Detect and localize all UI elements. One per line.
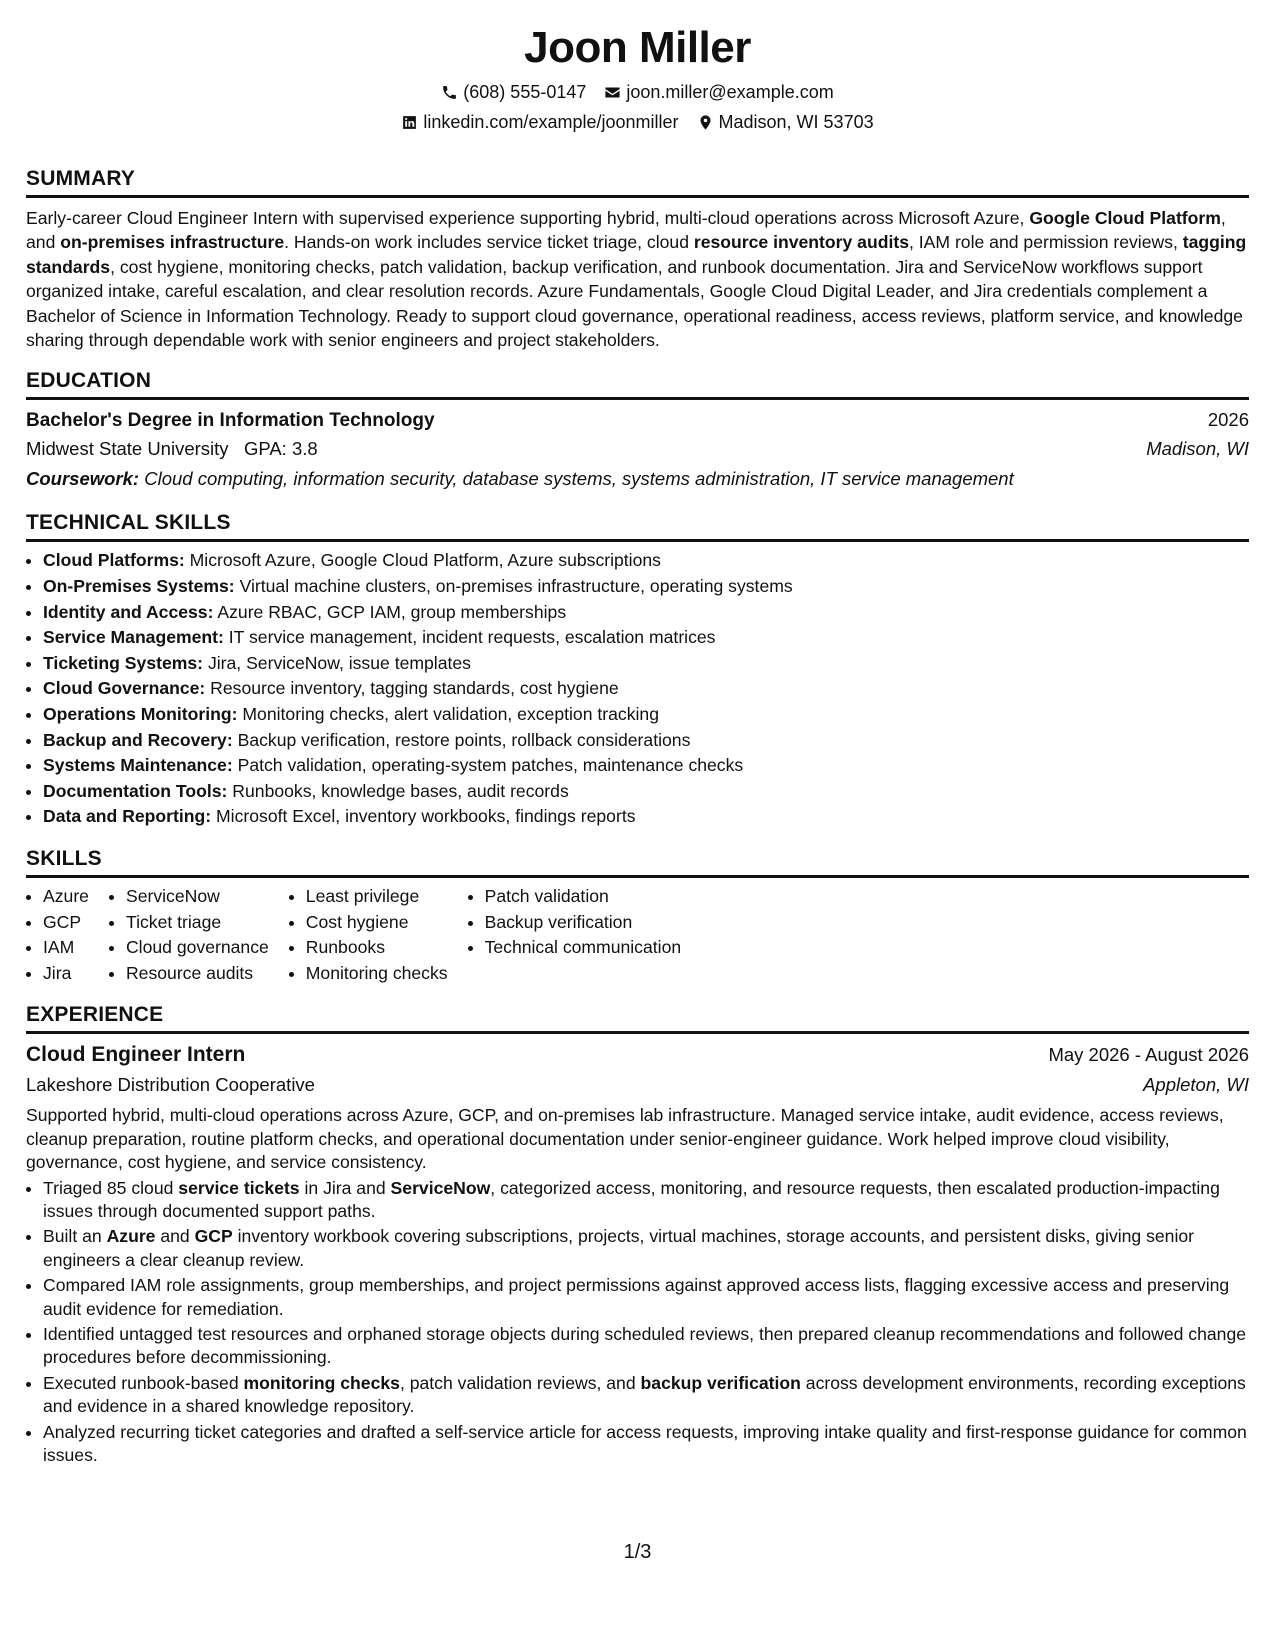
company-name: Lakeshore Distribution Cooperative [26, 1074, 315, 1096]
page-number: 1/3 [623, 1541, 652, 1563]
list-item: • Cloud Platforms: Microsoft Azure, Google Cloud Platform, Azure subscriptions [43, 548, 1249, 574]
skills-section [26, 846, 1249, 986]
list-item: • IAM [43, 935, 89, 961]
location-contact [697, 110, 874, 134]
list-item: • Azure [43, 884, 89, 910]
list-item: • Patch validation [485, 884, 682, 910]
envelope-icon [604, 84, 621, 101]
experience-bullets [26, 1177, 1249, 1468]
resume-page [26, 22, 1249, 1469]
list-item: • Backup verification [485, 910, 682, 936]
skills-columns [26, 884, 1249, 986]
location-text: Madison, WI 53703 [718, 112, 874, 132]
list-item: • Cost hygiene [306, 910, 448, 936]
list-item: • Least privilege [306, 884, 448, 910]
coursework: Coursework: Cloud computing, information security, database systems, systems administration, IT service management [26, 468, 1014, 490]
list-item: • Built an Azure and GCP inventory workbook covering subscriptions, projects, virtual machines, storage accounts, and persistent disks, giving senior engineers a clear cleanup review. [43, 1225, 1249, 1272]
experience-heading: EXPERIENCE [26, 1002, 1249, 1034]
degree-title: Bachelor's Degree in Information Technology [26, 410, 435, 432]
list-item: • Compared IAM role assignments, group memberships, and project permissions against approved access lists, flagging excessive access and preserving audit evidence for remediation. [43, 1274, 1249, 1321]
skills-column-2 [109, 884, 289, 986]
school-location: Madison, WI [1146, 438, 1249, 460]
phone-icon [441, 84, 458, 101]
list-item: • Triaged 85 cloud service tickets in Jira and ServiceNow, categorized access, monitoring, and resource requests, then escalated production-impacting issues through documented support paths. [43, 1177, 1249, 1224]
graduation-year: 2026 [1207, 409, 1249, 431]
job-location: Appleton, WI [1143, 1074, 1249, 1096]
list-item: • Cloud governance [126, 935, 269, 961]
skills-column-3 [289, 884, 468, 986]
list-item: • On-Premises Systems: Virtual machine clusters, on-premises infrastructure, operating systems [43, 574, 1249, 600]
linkedin-contact[interactable] [401, 110, 678, 134]
list-item: • Cloud Governance: Resource inventory, tagging standards, cost hygiene [43, 676, 1249, 702]
job-summary: Supported hybrid, multi-cloud operations across Azure, GCP, and on-premises lab infrastructure. Managed service intake, audit evidence, access reviews, cleanup preparation, routine platform checks, and operational documentation under senior-engineer guidance. Work helped improve cloud visibility, governance, cost hygiene, and service consistency. [26, 1105, 1224, 1173]
skills-column-1 [26, 884, 109, 986]
map-pin-icon [697, 114, 714, 131]
list-item: • Technical communication [485, 935, 682, 961]
candidate-name: Joon Miller [524, 23, 751, 72]
school-info: Midwest State University GPA: 3.8 [26, 438, 318, 460]
technical-skills-section [26, 510, 1249, 830]
list-item: • Identity and Access: Azure RBAC, GCP IAM, group memberships [43, 600, 1249, 626]
email-text[interactable]: joon.miller@example.com [626, 82, 834, 102]
linkedin-icon [401, 114, 418, 131]
list-item: • Documentation Tools: Runbooks, knowledge bases, audit records [43, 779, 1249, 805]
list-item: • Service Management: IT service management, incident requests, escalation matrices [43, 625, 1249, 651]
list-item: • Backup and Recovery: Backup verification, restore points, rollback considerations [43, 728, 1249, 754]
list-item: • Monitoring checks [306, 961, 448, 987]
list-item: • Operations Monitoring: Monitoring checks, alert validation, exception tracking [43, 702, 1249, 728]
technical-skills-heading: TECHNICAL SKILLS [26, 510, 1249, 542]
technical-skills-list [26, 548, 1249, 830]
list-item: • ServiceNow [126, 884, 269, 910]
list-item: • Identified untagged test resources and orphaned storage objects during scheduled reviews, then prepared cleanup recommendations and followed change procedures before decommissioning. [43, 1323, 1249, 1370]
contact-row-1 [26, 80, 1249, 104]
phone-contact [441, 80, 586, 104]
list-item: • Runbooks [306, 935, 448, 961]
linkedin-text[interactable]: linkedin.com/example/joonmiller [423, 112, 679, 132]
list-item: • Resource audits [126, 961, 269, 987]
summary-heading: SUMMARY [26, 166, 1249, 198]
job-title: Cloud Engineer Intern [26, 1043, 246, 1067]
summary-text: Early-career Cloud Engineer Intern with supervised experience supporting hybrid, multi-cloud operations across Microsoft Azure, Google Cloud Platform, and on-premises infrastructure. Hands-on work includes service ticket triage, cloud resource inventory audits, IAM role and permission reviews, tagging standards, cost hygiene, monitoring checks, patch validation, backup verification, and runbook documentation. Jira and ServiceNow workflows support organized intake, careful escalation, and clear resolution records. Azure Fundamentals, Google Cloud Digital Leader, and Jira credentials complement a Bachelor of Science in Information Technology. Ready to support cloud governance, operational readiness, access reviews, platform service, and knowledge sharing through dependable work with senior engineers and project stakeholders. [26, 208, 1247, 351]
education-section [26, 368, 1249, 494]
experience-section [26, 1002, 1249, 1467]
list-item: • Ticketing Systems: Jira, ServiceNow, issue templates [43, 651, 1249, 677]
education-heading: EDUCATION [26, 368, 1249, 400]
list-item: • Executed runbook-based monitoring checks, patch validation reviews, and backup verification across development environments, recording exceptions and evidence in a shared knowledge repository. [43, 1372, 1249, 1419]
list-item: • GCP [43, 910, 89, 936]
skills-column-4 [468, 884, 702, 986]
list-item: • Jira [43, 961, 89, 987]
list-item: • Analyzed recurring ticket categories and drafted a self-service article for access requests, improving intake quality and first-response guidance for common issues. [43, 1421, 1249, 1468]
contact-row-2 [26, 110, 1249, 134]
list-item: • Ticket triage [126, 910, 269, 936]
phone-text: (608) 555-0147 [463, 82, 587, 102]
list-item: • Systems Maintenance: Patch validation, operating-system patches, maintenance checks [43, 753, 1249, 779]
skills-heading: SKILLS [26, 846, 1249, 878]
list-item: • Data and Reporting: Microsoft Excel, inventory workbooks, findings reports [43, 804, 1249, 830]
email-contact[interactable] [604, 80, 833, 104]
job-dates: May 2026 - August 2026 [1048, 1044, 1249, 1066]
summary-section [26, 166, 1249, 352]
